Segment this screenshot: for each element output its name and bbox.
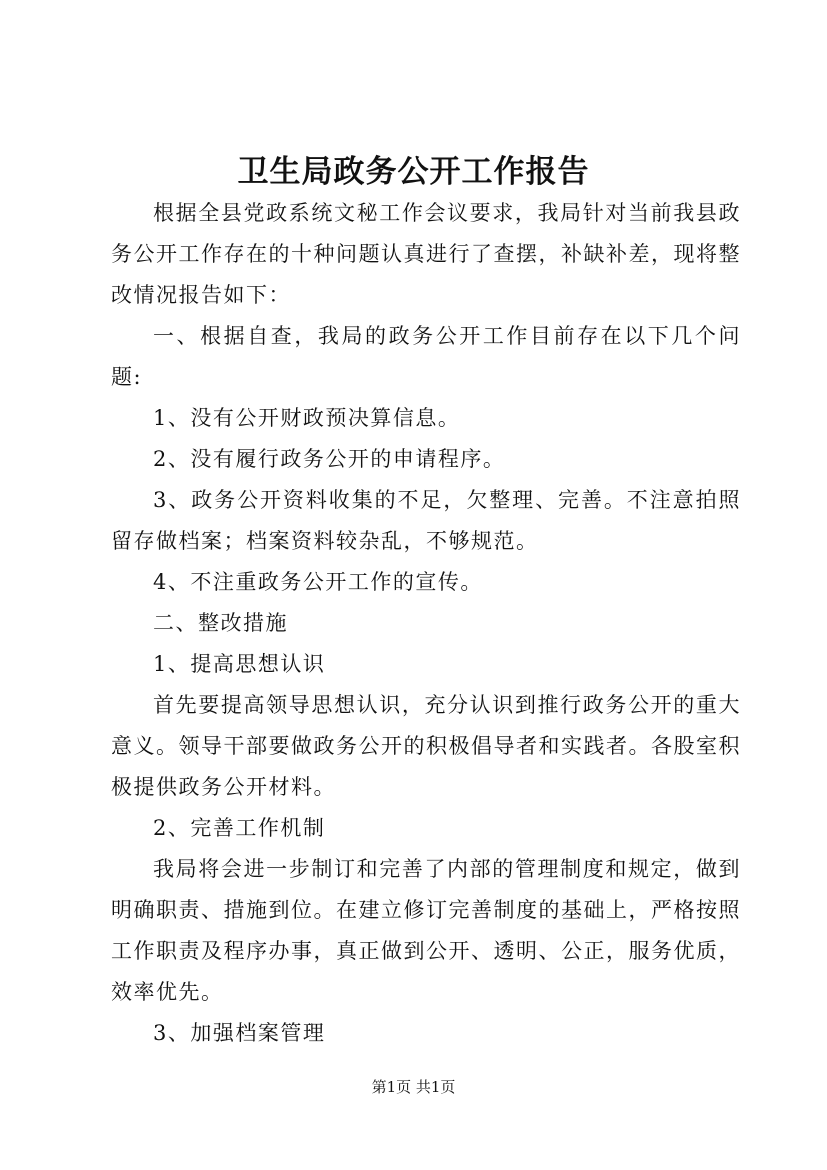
page-number-footer: 第1页 共1页: [371, 1078, 456, 1096]
paragraph-issue-2: 2、没有履行政务公开的申请程序。: [153, 447, 506, 471]
paragraph-intro: 根据全县党政系统文秘工作会议要求，我局针对当前我县政务公开工作存在的十种问题认真进行了查摆，补缺补差，现将整改情况报告如下：: [111, 201, 741, 307]
paragraph-issue-4: 4、不注重政务公开工作的宣传。: [153, 570, 483, 594]
paragraph-section-1-heading: 一、根据自查，我局的政务公开工作目前存在以下几个问题:: [111, 324, 741, 389]
paragraph-measure-1-heading: 1、提高思想认识: [153, 652, 326, 676]
paragraph-measure-3-heading: 3、加强档案管理: [153, 1021, 326, 1045]
paragraph-measure-2-body: 我局将会进一步制订和完善了内部的管理制度和规定，做到明确职责、措施到位。在建立修订完善制度的基础上，严格按照工作职责及程序办事，真正做到公开、透明、公正，服务优质，效率优先。: [111, 857, 741, 1004]
paragraph-issue-3: 3、政务公开资料收集的不足，欠整理、完善。不注意拍照留存做档案；档案资料较杂乱，不够规范。: [111, 488, 741, 553]
paragraph-measure-1-body: 首先要提高领导思想认识，充分认识到推行政务公开的重大意义。领导干部要做政务公开的积极倡导者和实践者。各股室积极提供政务公开材料。: [111, 693, 741, 799]
document-body: [111, 193, 741, 1054]
paragraph-issue-1: 1、没有公开财政预决算信息。: [153, 406, 461, 430]
document-title: 卫生局政务公开工作报告: [237, 154, 590, 190]
paragraph-section-2-heading: 二、整改措施: [153, 611, 288, 635]
paragraph-measure-2-heading: 2、完善工作机制: [153, 816, 326, 840]
